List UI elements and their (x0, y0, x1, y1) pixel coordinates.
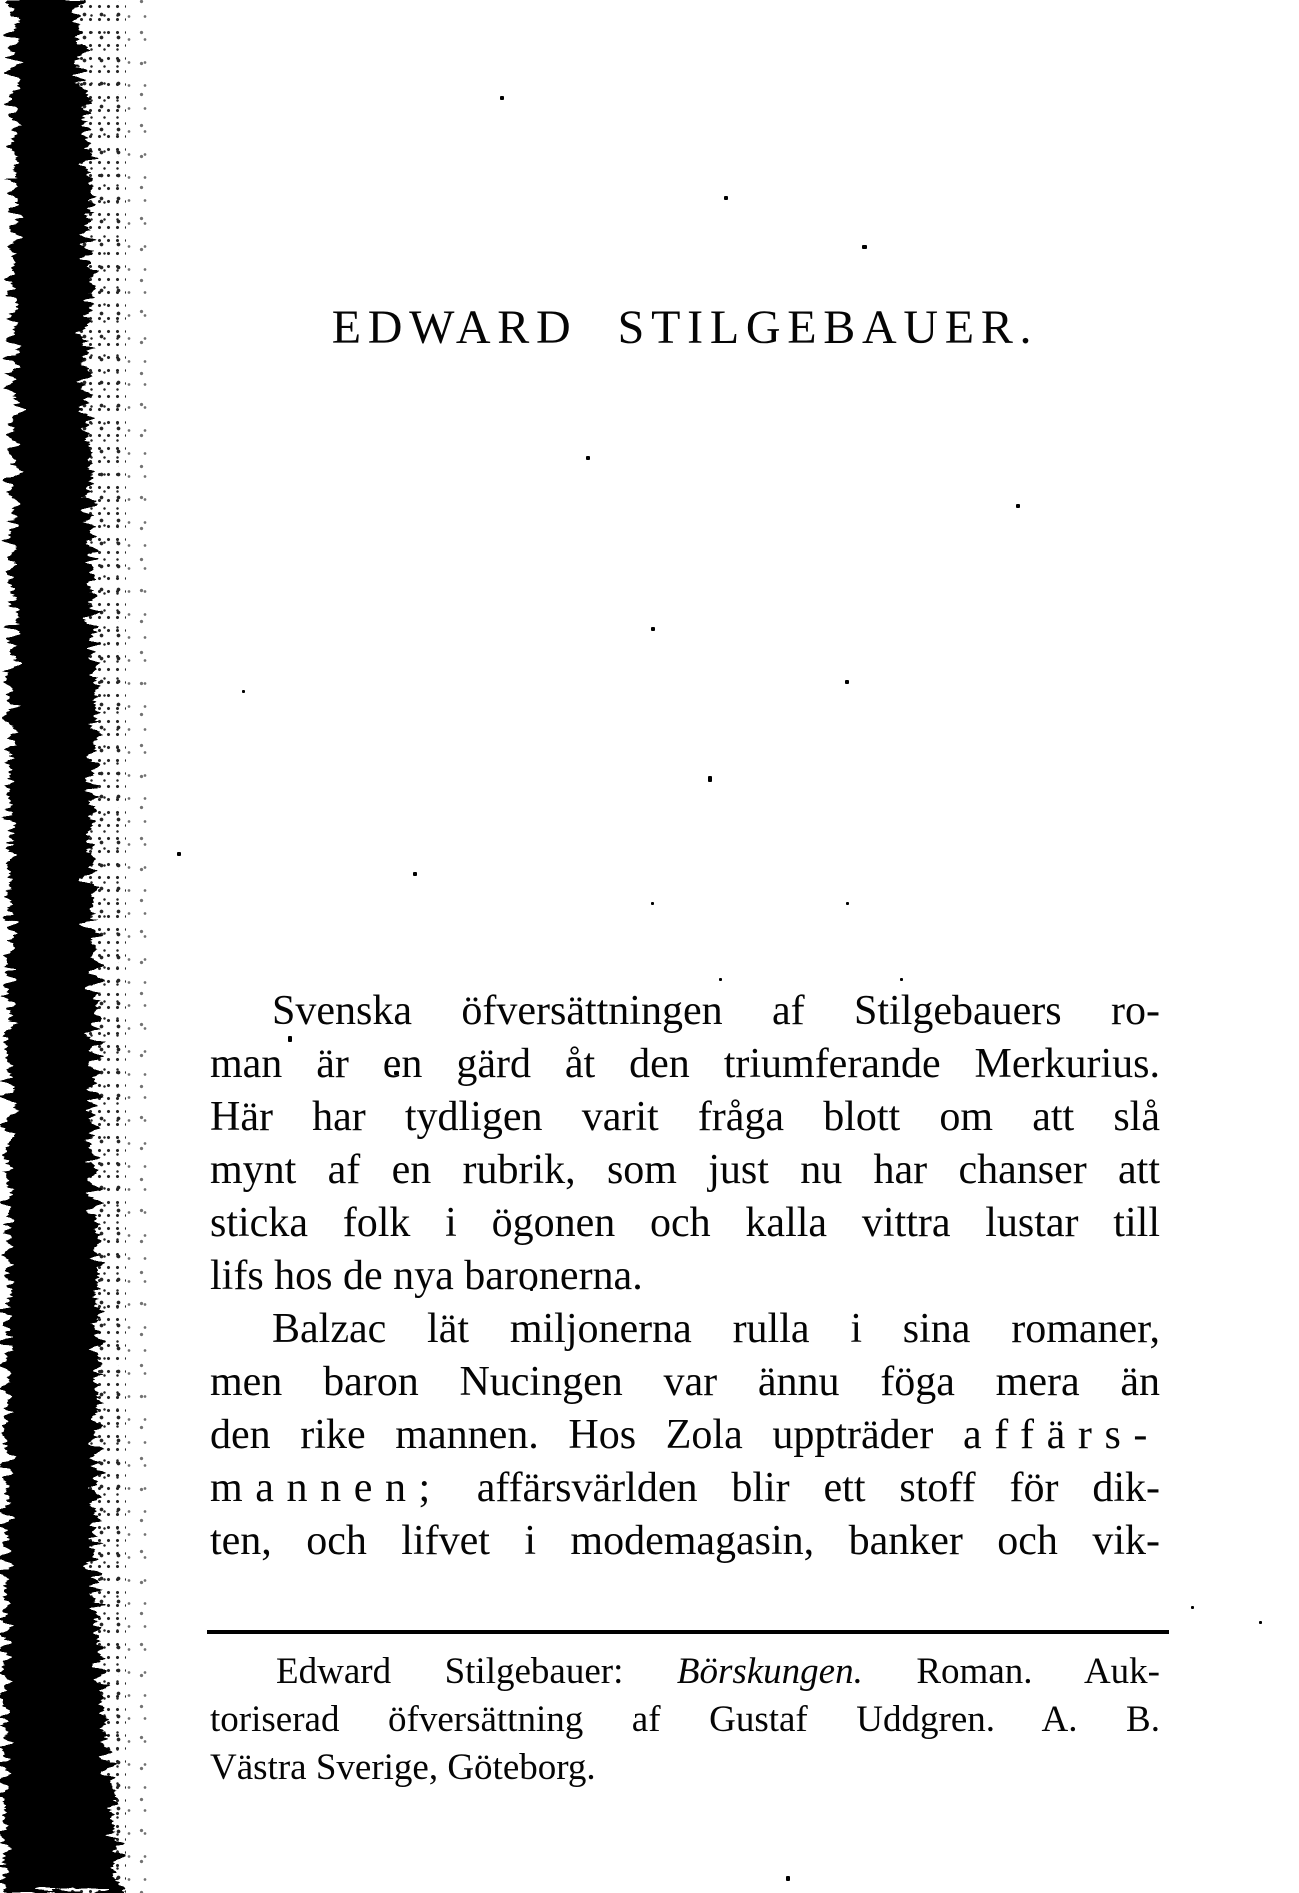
text-line (210, 1144, 1160, 1197)
scan-speck (708, 776, 712, 782)
scan-speck (651, 627, 655, 631)
text-segment: Edward Stilgebauer: (276, 1651, 677, 1692)
scan-speck (724, 196, 728, 200)
text-line (210, 1515, 1160, 1568)
text-line (210, 1303, 1160, 1356)
scan-speck (500, 96, 504, 100)
scan-speck (413, 872, 417, 876)
text-segment: toriserad öfversättning af Gustaf Uddgren. A. B. (210, 1699, 1160, 1740)
text-segment: sticka folk i ögonen och kalla vittra lustar till (210, 1200, 1160, 1246)
text-segment: men baron Nucingen var ännu föga mera än (210, 1359, 1160, 1405)
text-line (210, 1744, 1160, 1792)
text-segment: mynt af en rubrik, som just nu har chanser att (210, 1147, 1160, 1193)
paragraph (210, 985, 1160, 1303)
paragraph (210, 1303, 1160, 1568)
text-segment: Västra Sverige, Göteborg. (210, 1747, 596, 1788)
page-title: EDWARD STILGEBAUER. (331, 301, 1039, 354)
text-segment: ten, och lifvet i modemagasin, banker och vik- (210, 1518, 1160, 1564)
footnote (210, 1648, 1160, 1792)
scan-edge-speckle (118, 0, 154, 1893)
text-line (210, 1696, 1160, 1744)
text-segment: affärs- (962, 1412, 1160, 1458)
scan-speck (900, 978, 903, 981)
text-line (210, 1409, 1160, 1462)
text-line (210, 1197, 1160, 1250)
text-segment: affärsvärlden blir ett stoff för dik- (442, 1465, 1160, 1511)
text-segment: man är en gärd åt den triumferande Merkurius. (210, 1041, 1160, 1087)
text-line (210, 1648, 1160, 1696)
scan-speck (1016, 504, 1020, 508)
scan-speck (1191, 1606, 1194, 1609)
text-segment: Börskungen. (676, 1651, 863, 1692)
text-segment: Svenska öfversättningen af Stilgebauers ro- (272, 988, 1160, 1034)
scan-speck (1259, 1621, 1262, 1624)
scan-speck (177, 852, 181, 856)
text-segment: Balzac lät miljonerna rulla i sina romaner, (272, 1306, 1160, 1352)
scan-speck (862, 245, 867, 249)
scan-speck (242, 690, 245, 693)
body-text (210, 985, 1160, 1568)
text-line (210, 985, 1160, 1038)
text-segment: Här har tydligen varit fråga blott om att slå (210, 1094, 1160, 1140)
text-line (210, 1356, 1160, 1409)
text-segment: lifs hos de nya baronerna. (210, 1253, 643, 1299)
text-line (210, 1462, 1160, 1515)
text-line (210, 1038, 1160, 1091)
text-segment: den rike mannen. Hos Zola uppträder (210, 1412, 963, 1458)
scan-speck (651, 902, 654, 905)
scan-speck (719, 978, 722, 981)
scan-speck (845, 680, 849, 684)
scan-speck (586, 456, 590, 460)
footnote-rule (207, 1630, 1169, 1634)
text-line (210, 1250, 1160, 1303)
text-segment: mannen; (210, 1465, 443, 1511)
scan-speck (846, 902, 849, 905)
scan-speck (786, 1876, 790, 1881)
text-line (210, 1091, 1160, 1144)
text-segment: Roman. Auk- (862, 1651, 1160, 1692)
